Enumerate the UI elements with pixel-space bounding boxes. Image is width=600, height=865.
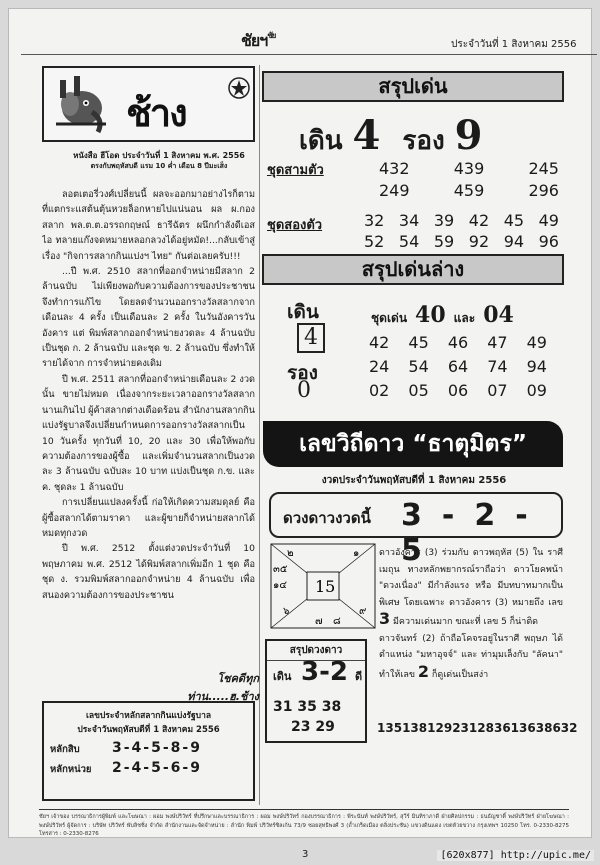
three-digit-picks <box>377 721 578 735</box>
number-cell: 52 <box>364 232 385 251</box>
article-paragraph: ลอตเตอรี่วงศ์เปลี่ยนนี้ ผลจะออกมาอย่างไรก็ตาม ที่แตกระแสต้นตุ้นหวยล็อกหายไปแน่นอน ผล ผ.กอง สลาก พล.ต.ต.อรรถกฤษณ์ ธารีฉัตร ผนึกกำลังดีเอส ไอ ทลายแก๊งจดหมายหลอกลวงได้อยู่หมัด!...กลับเข้าสู่เรื่อง "กิจการสลากกินแบ่งฯ ไทย" กันต่อเลยครับ!!! <box>42 189 255 262</box>
astro-highlight: 2 <box>417 661 430 681</box>
lower-dern-label: เดิน <box>287 301 319 323</box>
main-lottery-date: ประจำวันพฤหัสบดีที่ 1 สิงหาคม 2556 <box>77 725 220 735</box>
column-brand-name: ช้าง <box>126 90 186 135</box>
number-cell: 54 <box>408 357 429 376</box>
imprint-text: ชัยฯ เจ้าของ บรรณาธิการผู้พิมพ์ และโฆษณา : ผอม พงษ์ปริวัทร์ ที่ปรึกษาและบรรณาธิการ : ผอม พงษ์ปริวัทร์ กองบรรณาธิการ : พีระนันท์ พงษ์ปริวัทร์, สุวีร์ มินทิราภาดี ฝ่ายศิลปกรรม : ธนธัญชาติ์ พงษ์ปริวัทร์ ฝ่ายโฆษณา : พงษ์ปริวัทร์ ผู้จัดการ : บริษัท ปริวัทร์ พับลิชชิ่ง จำกัด สำนักงานและจัดจำหน่าย : ลำนัก พิมพ์ ปริวัทร์ซิลเก้น 73/9 ซอยสุทธิพงศ์ 3 (ถ้ำเกร็ดเมือง ตลิ่งประชัน) แขวงดินแดง เขตห้วยขวาง กรุงเทพฯ 10250 โทร. 0-2330-8275 โทรสาร : 0-2330-8276 <box>39 814 569 837</box>
two-digit-label: ชุดสองตัว <box>267 218 323 233</box>
number-cell: 09 <box>526 381 547 400</box>
column-logo <box>42 66 255 142</box>
number-cell: 49 <box>526 333 547 352</box>
column-divider <box>259 65 260 805</box>
astro-text-part: ดาวจันทร์ (2) ถ้าถือโคจรอยู่ในราศี พฤษภ ได้ตำแหน่ง "มหาอุจจ์" และ ท่ามุมเล็งกับ "ลัคนา" ทำให้เลข <box>379 633 563 680</box>
main-lottery-value: 2-4-5-6-9 <box>112 760 202 776</box>
number-cell: 34 <box>398 211 420 230</box>
number-cell: 59 <box>433 232 455 251</box>
number-cell: 632 <box>552 721 578 735</box>
main-lottery-box <box>42 701 255 801</box>
set-label: ชุดเด่น <box>371 311 408 325</box>
star-summary-row: 31 35 38 <box>273 699 342 715</box>
number-cell: 96 <box>538 232 559 251</box>
chart-number: ๑๔ <box>273 580 287 591</box>
number-cell: 94 <box>526 357 547 376</box>
number-cell: 249 <box>379 181 410 200</box>
number-cell: 245 <box>528 159 559 178</box>
main-lottery-title: เลขประจำหลักสลากกินแบ่งรัฐบาล <box>85 711 212 721</box>
number-cell: 47 <box>487 333 508 352</box>
number-cell: 45 <box>408 333 429 352</box>
set-value-a: 40 <box>415 302 446 328</box>
star-dern-value: 3-2 <box>301 657 348 687</box>
star-summary-row: 23 29 <box>291 719 335 735</box>
dern-label: เดิน <box>299 126 343 156</box>
footer-divider <box>39 809 569 810</box>
number-cell: 02 <box>369 381 390 400</box>
summary-headline <box>299 112 493 161</box>
main-lottery-row <box>50 760 247 777</box>
lower-number-row <box>369 381 547 400</box>
history-article <box>42 187 255 693</box>
chart-center: 15 <box>315 577 336 596</box>
number-cell: 613 <box>502 721 528 735</box>
main-lottery-label: หลักหน่วย <box>50 764 92 775</box>
chart-number: ๒ <box>287 548 294 559</box>
main-lottery-label: หลักสิบ <box>50 744 80 755</box>
column-issue-line: หนังสือ ฮีโอด ประจำวันที่ 1 สิงหาคม พ.ศ. 2556 <box>73 151 245 160</box>
two-digit-row <box>364 211 559 230</box>
astro-text-part: ก็ดูเด่นเป็นสง่า <box>429 669 489 680</box>
number-cell: 94 <box>503 232 525 251</box>
lower-rong-label: รอง <box>287 362 318 384</box>
chart-number: ๑ <box>353 548 360 559</box>
number-cell: 24 <box>369 357 390 376</box>
main-lottery-row <box>50 740 247 757</box>
main-lottery-value: 3-4-5-8-9 <box>112 740 202 756</box>
chart-number: ๓๕ <box>273 564 288 575</box>
number-cell: 07 <box>487 381 508 400</box>
set-value-b: 04 <box>483 302 514 328</box>
lower-rong-value: 0 <box>297 378 311 403</box>
issue-date: ประจำวันที่ 1 สิงหาคม 2556 <box>451 39 577 50</box>
lower-number-row <box>369 333 547 352</box>
lower-dern-value: 4 <box>297 323 325 353</box>
number-cell: 05 <box>408 381 429 400</box>
number-cell: 459 <box>453 181 485 200</box>
article-paragraph: ปี พ.ศ. 2511 สลากที่ออกจำหน่ายเดือนละ 2 งวดนั้น ขายไม่หมด เนื่องจากระยะเวลาออกรางวัลสลาก นานเกินไป ผู้ค้าสลากต่างเดือดร้อน สำนักงานสลากกินแบ่งรัฐบาลจึงเปลี่ยนกำหนดการออกรางวัลสลากเป็น 10 วันครั้ง ทุกวันที่ 10, 20 และ 30 เพื่อให้พอกับความต้องการของผู้ซื้อ และเพิ่มจำนวนสลากเป็นงวดละ 3 ล้านฉบับ ฉบับละ 10 บาท แบ่งเป็นชุด ก.ข. และ ค. ชุดละ 1 ล้านฉบับ <box>42 373 255 493</box>
star-numbers-box <box>269 492 563 568</box>
chart-number: ๖ <box>283 606 290 617</box>
number-cell: 439 <box>453 159 485 178</box>
star-path-title: เลขวิถีดาว “ธาตุมิตร” <box>263 421 563 467</box>
lower-summary-banner: สรุปเด่นล่าง <box>262 254 564 285</box>
astrology-explanation <box>379 545 563 683</box>
number-cell: 638 <box>527 721 553 735</box>
article-paragraph: ปี พ.ศ. 2512 ตั้งแต่งวดประจำวันที่ 10 พฤษภาคม พ.ศ. 2512 ได้พิมพ์สลากเพิ่มอีก 1 ชุด คือ ชุด ง. รวมพิมพ์สลากออกจำหน่าย 4 ล้านฉบับ เพื่อสนองความต้องการของประชาชน <box>42 543 255 601</box>
star-box-label: ดวงดาวงวดนี้ <box>283 509 371 527</box>
article-paragraph: การเปลี่ยนแปลงครั้งนี้ ก่อให้เกิดความสมดุลย์ คือ ผู้ซื้อสลากได้ตามราคา และผู้ขายก็จำหน่ายสลากได้หมดทุกงวด <box>42 497 255 539</box>
number-cell: 42 <box>468 211 490 230</box>
and-label: และ <box>453 311 476 325</box>
three-digit-label: ชุดสามตัว <box>267 163 324 178</box>
three-digit-row <box>379 159 559 178</box>
number-cell: 296 <box>528 181 559 200</box>
number-cell: 54 <box>398 232 420 251</box>
number-cell: 64 <box>447 357 469 376</box>
column-issue-subline: ตรงกับพฤหัสบดี แรม 10 ค่ำ เดือน 8 ปีมะเส็ง <box>90 162 228 170</box>
watermark: [620x877] http://upic.me/ <box>437 850 594 861</box>
number-cell: 42 <box>369 333 390 352</box>
lower-set-heading <box>371 302 522 328</box>
astrology-chart <box>269 542 377 630</box>
astro-text-part: ดาวอังคาร (3) ร่วมกับ ดาวพฤหัส (5) ใน ราศี เมถุน ทางหลักพยากรณ์ราถือว่า ดาวโยคพน้า "ดวงเนื่อง" มีกำลังแรง หรือ มีบทบาทมากเป็นพิเศษ โดยเฉพาะ ดาวอังคาร (3) หมายถึง เลข <box>379 548 563 608</box>
elephant-mascot-icon <box>52 74 110 136</box>
dern-value: 4 <box>352 112 381 159</box>
number-cell: 32 <box>364 211 385 230</box>
number-cell: 39 <box>433 211 455 230</box>
two-digit-row <box>364 232 559 251</box>
number-cell: 135 <box>377 721 403 735</box>
masthead-logo: ชัยฯ$^{ชัย}$ <box>241 30 276 50</box>
chart-number: ๗ <box>315 616 323 627</box>
astro-text-part: มีความเด่นมาก ขณะที่ เลข 5 ก็น่าติด <box>390 617 539 627</box>
star-summary-box <box>265 639 367 743</box>
star-box-value: 3-2-5 <box>401 498 548 568</box>
article-paragraph: ...ปี พ.ศ. 2510 สลากที่ออกจำหน่ายมีสลาก 2 ล้านฉบับ ไม่เพียงพอกับความต้องการของประชาชน จึงทำการแก้ไข โดยลดจำนวนออกรางวัลสลากจากเดือนละ 4 ครั้ง เป็นเดือนละ 2 ครั้ง ในวันอังคารวันอังคาร แต่ พิมพ์สลากออกจำหน่ายงวดละ 4 ล้านฉบับ เป็นชุด ก. 2 ล้านฉบับ และชุด ข. 2 ล้านฉบับ ซึ่งทำให้รายได้จาก การจำหน่ายคงเดิม <box>42 266 255 370</box>
number-cell: 46 <box>447 333 469 352</box>
star-badge-icon <box>228 77 250 99</box>
star-round-line: งวดประจำวันพฤหัสบดีที่ 1 สิงหาคม 2556 <box>321 475 507 486</box>
column-signature: โชคดีทุกท่าน.....ฮ.ช้าง <box>187 672 259 703</box>
star-dee-label: ดี <box>355 670 363 683</box>
number-cell: 129 <box>427 721 453 735</box>
number-cell: 283 <box>477 721 503 735</box>
astro-highlight: 3 <box>379 609 391 628</box>
number-cell: 74 <box>487 357 508 376</box>
number-cell: 231 <box>452 721 478 735</box>
header-divider <box>21 54 597 55</box>
number-cell: 45 <box>503 211 525 230</box>
chart-number: ๘ <box>333 616 341 627</box>
rong-label: รอง <box>402 126 445 156</box>
chart-number: ๙ <box>359 606 367 617</box>
number-cell: 06 <box>447 381 469 400</box>
three-digit-row <box>379 181 559 200</box>
star-summary-title: สรุปดวงดาว <box>267 641 365 661</box>
star-dern-label: เดิน <box>273 670 292 683</box>
number-cell: 432 <box>379 159 410 178</box>
rong-value: 9 <box>454 112 483 159</box>
lower-number-row <box>369 357 547 376</box>
summary-banner: สรุปเด่น <box>262 71 564 102</box>
number-cell: 138 <box>402 721 428 735</box>
page-number: 3 <box>302 849 309 860</box>
number-cell: 49 <box>538 211 559 230</box>
number-cell: 92 <box>468 232 490 251</box>
